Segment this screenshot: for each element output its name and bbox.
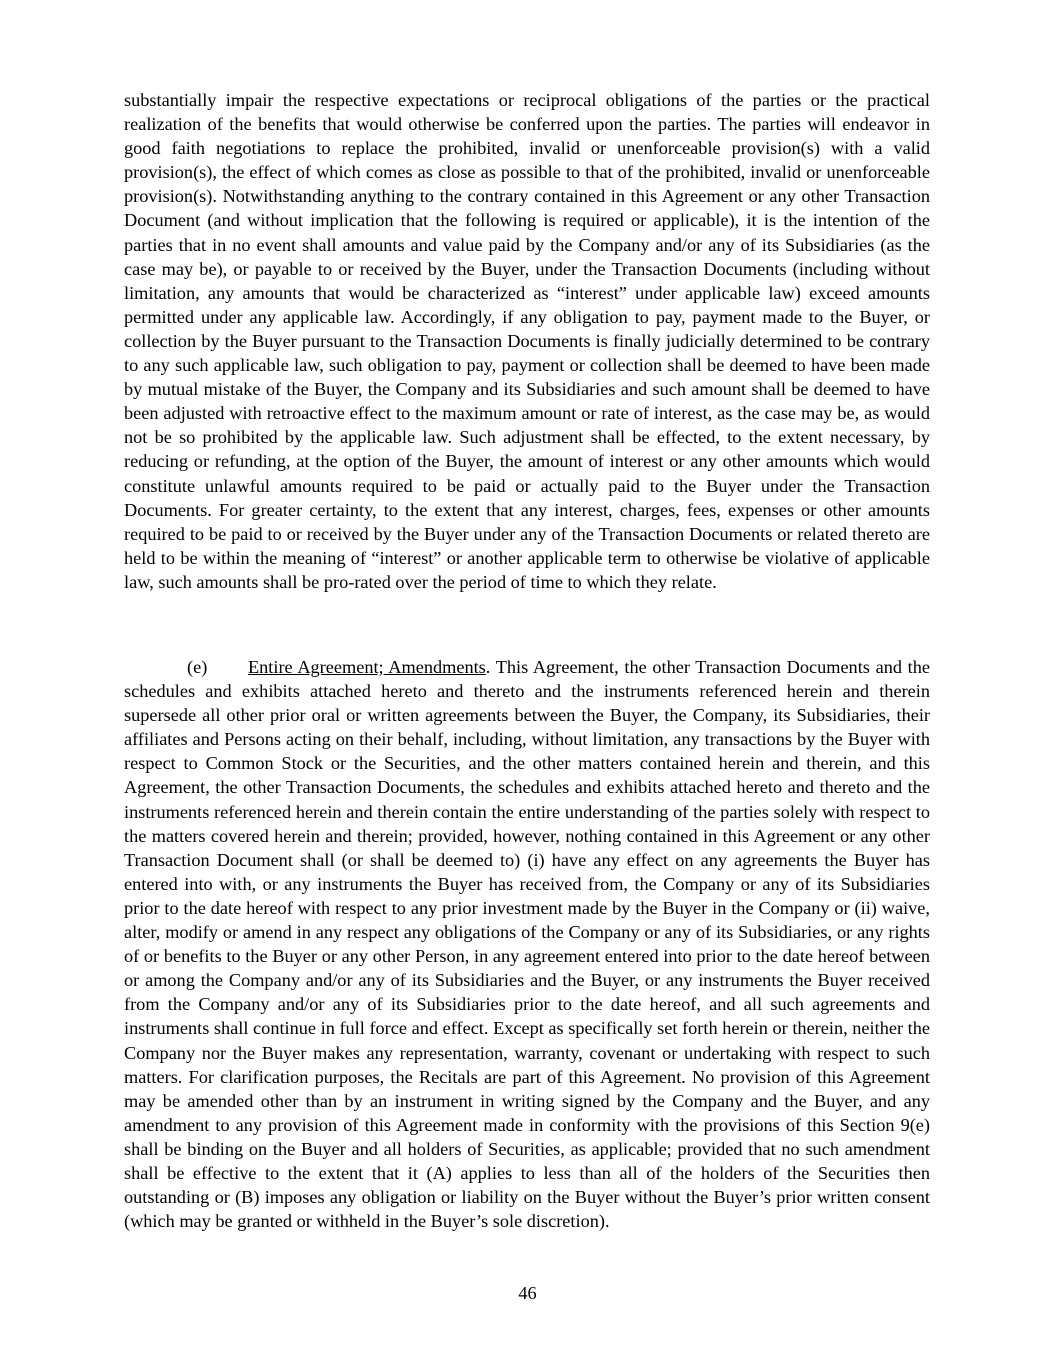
section-marker: (e) [187, 657, 208, 677]
section-heading-period: . [485, 657, 491, 677]
section-e-paragraph [124, 655, 930, 1233]
section-body: This Agreement, the other Transaction Documents and the schedules and exhibits attached hereto and thereto and the instruments referenced herein and therein supersede all other prior oral or written agreements between the Buyer, the Company, its Subsidiaries, their affiliates and Persons acting on their behalf, including, without limitation, any transactions by the Buyer with respect to Common Stock or the Securities, and the other matters contained herein and therein, and this Agreement, the other Transaction Documents, the schedules and exhibits attached hereto and thereto and the instruments referenced herein and therein contain the entire understanding of the parties solely with respect to the matters covered herein and therein; provided, however, nothing contained in this Agreement or any other Transaction Document shall (or shall be deemed to) (i) have any effect on any agreements the Buyer has entered into with, or any instruments the Buyer has received from, the Company or any of its Subsidiaries prior to the date hereof with respect to any prior investment made by the Buyer in the Company or (ii) waive, alter, modify or amend in any respect any obligations of the Company or any of its Subsidiaries, or any rights of or benefits to the Buyer or any other Person, in any agreement entered into prior to the date hereof between or among the Company and/or any of its Subsidiaries and the Buyer, or any instruments the Buyer received from the Company and/or any of its Subsidiaries prior to the date hereof, and all such agreements and instruments shall continue in full force and effect. Except as specifically set forth herein or therein, neither the Company nor the Buyer makes any representation, warranty, covenant or undertaking with respect to such matters. For clarification purposes, the Recitals are part of this Agreement. No provision of this Agreement may be amended other than by an instrument in writing signed by the Company and the Buyer, and any amendment to any provision of this Agreement made in conformity with the provisions of this Section 9(e) shall be binding on the Buyer and all holders of Securities, as applicable; provided that no such amendment shall be effective to the extent that it (A) applies to less than all of the holders of the Securities then outstanding or (B) imposes any obligation or liability on the Buyer without the Buyer’s prior written consent (which may be granted or withheld in the Buyer’s sole discretion). [124, 657, 930, 1232]
paragraph-continuation: substantially impair the respective expectations or reciprocal obligations of the parties or the practical realization of the benefits that would otherwise be conferred upon the parties. The parties will endeavor in good faith negotiations to replace the prohibited, invalid or unenforceable provision(s) with a valid provision(s), the effect of which comes as close as possible to that of the prohibited, invalid or unenforceable provision(s). Notwithstanding anything to the contrary contained in this Agreement or any other Transaction Document (and without implication that the following is required or applicable), it is the intention of the parties that in no event shall amounts and value paid by the Company and/or any of its Subsidiaries (as the case may be), or payable to or received by the Buyer, under the Transaction Documents (including without limitation, any amounts that would be characterized as “interest” under applicable law) exceed amounts permitted under any applicable law. Accordingly, if any obligation to pay, payment made to the Buyer, or collection by the Buyer pursuant to the Transaction Documents is finally judicially determined to be contrary to any such applicable law, such obligation to pay, payment or collection shall be deemed to have been made by mutual mistake of the Buyer, the Company and its Subsidiaries and such amount shall be deemed to have been adjusted with retroactive effect to the maximum amount or rate of interest, as the case may be, as would not be so prohibited by the applicable law. Such adjustment shall be effected, to the extent necessary, by reducing or refunding, at the option of the Buyer, the amount of interest or any other amounts which would constitute unlawful amounts required to be paid or actually paid to the Buyer under the Transaction Documents. For greater certainty, to the extent that any interest, charges, fees, expenses or other amounts required to be paid to or received by the Buyer under any of the Transaction Documents or related thereto are held to be within the meaning of “interest” or another applicable term to otherwise be violative of applicable law, such amounts shall be pro-rated over the period of time to which they relate. [124, 90, 930, 592]
page-number: 46 [518, 1283, 537, 1303]
section-heading: Entire Agreement; Amendments [248, 657, 486, 677]
